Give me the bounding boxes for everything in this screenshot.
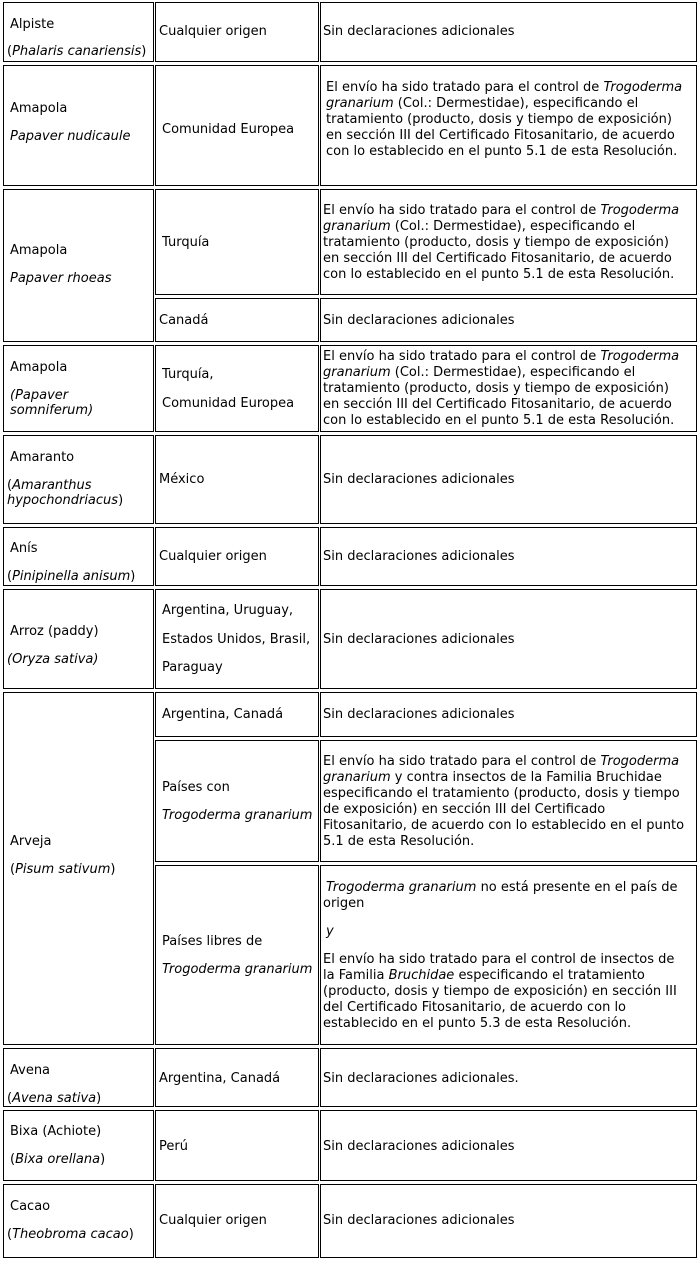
requirement-cell: Sin declaraciones adicionales <box>320 589 697 689</box>
requirement-cell: Sin declaraciones adicionales <box>320 1184 697 1258</box>
species-cell: Avena (Avena sativa) <box>3 1048 154 1107</box>
requirement-cell: Trogoderma granarium no está presente en el país de origen y El envío ha sido tratado para el control de insectos de la Familia Bruchidae especificando el tratamiento (producto, dosis y tiempo de exposición) en sección III del Certificado Fitosanitario, de acuerdo con lo establecido en el punto 5.3 de esta Resolución. <box>320 865 697 1045</box>
species-cell: Cacao (Theobroma cacao) <box>3 1184 154 1258</box>
species-cell: Amaranto (Amaranthus hypochondriacus) <box>3 435 154 524</box>
origin-cell: Turquía, Comunidad Europea <box>155 345 319 432</box>
origin-cell: Cualquier origen <box>155 527 319 586</box>
origin-cell: Argentina, Uruguay, Estados Unidos, Brasil, Paraguay <box>155 589 319 689</box>
origin-cell: Canadá <box>155 298 319 342</box>
scientific-name: (Phalaris canariensis) <box>7 44 147 59</box>
origin-cell: Cualquier origen <box>155 2 319 62</box>
requirement-cell: Sin declaraciones adicionales <box>320 435 697 524</box>
origin-cell: México <box>155 435 319 524</box>
requirement-cell: Sin declaraciones adicionales <box>320 527 697 586</box>
requirement-cell: El envío ha sido tratado para el control de Trogoderma granarium (Col.: Dermestidae), especificando el tratamiento (producto, dosis y tiempo de exposición) en sección III del Certificado Fitosanitario, de acuerdo con lo establecido en el punto 5.1 de esta Resolución. <box>320 189 697 295</box>
requirement-cell: El envío ha sido tratado para el control de Trogoderma granarium (Col.: Dermestidae), especificando el tratamiento (producto, dosis y tiempo de exposición) en sección III del Certificado Fitosanitario, de acuerdo con lo establecido en el punto 5.1 de esta Resolución. <box>320 65 697 186</box>
requirement-cell: Sin declaraciones adicionales. <box>320 1048 697 1107</box>
species-cell <box>3 2 154 62</box>
species-cell: Arveja (Pisum sativum) <box>3 692 154 1045</box>
origin-cell: Comunidad Europea <box>155 65 319 186</box>
requirement-cell: Sin declaraciones adicionales <box>320 298 697 342</box>
requirement-cell: Sin declaraciones adicionales <box>320 2 697 62</box>
species-cell: Bixa (Achiote) (Bixa orellana) <box>3 1110 154 1181</box>
species-cell: Amapola Papaver nudicaule <box>3 65 154 186</box>
origin-cell: Cualquier origen <box>155 1184 319 1258</box>
species-cell: Amapola Papaver rhoeas <box>3 189 154 342</box>
requirement-cell: Sin declaraciones adicionales <box>320 1110 697 1181</box>
origin-cell: Turquía <box>155 189 319 295</box>
requirement-cell: El envío ha sido tratado para el control de Trogoderma granarium (Col.: Dermestidae), especificando el tratamiento (producto, dosis y tiempo de exposición) en sección III del Certificado Fitosanitario, de acuerdo con lo establecido en el punto 5.1 de esta Resolución. <box>320 345 697 432</box>
origin-cell: Argentina, Canadá <box>155 1048 319 1107</box>
species-cell: Arroz (paddy) (Oryza sativa) <box>3 589 154 689</box>
requirement-cell: El envío ha sido tratado para el control de Trogoderma granarium y contra insectos de la Familia Bruchidae especificando el tratamiento (producto, dosis y tiempo de exposición) en sección III del Certificado Fitosanitario, de acuerdo con lo establecido en el punto 5.1 de esta Resolución. <box>320 740 697 862</box>
species-cell: Amapola (Papaver somniferum) <box>3 345 154 432</box>
origin-cell: Países libres de Trogoderma granarium <box>155 865 319 1045</box>
common-name: Alpiste <box>10 17 55 32</box>
species-cell: Anís (Pinipinella anisum) <box>3 527 154 586</box>
origin-cell: Argentina, Canadá <box>155 692 319 737</box>
requirement-cell: Sin declaraciones adicionales <box>320 692 697 737</box>
origin-cell: Países con Trogoderma granarium <box>155 740 319 862</box>
origin-cell: Perú <box>155 1110 319 1181</box>
